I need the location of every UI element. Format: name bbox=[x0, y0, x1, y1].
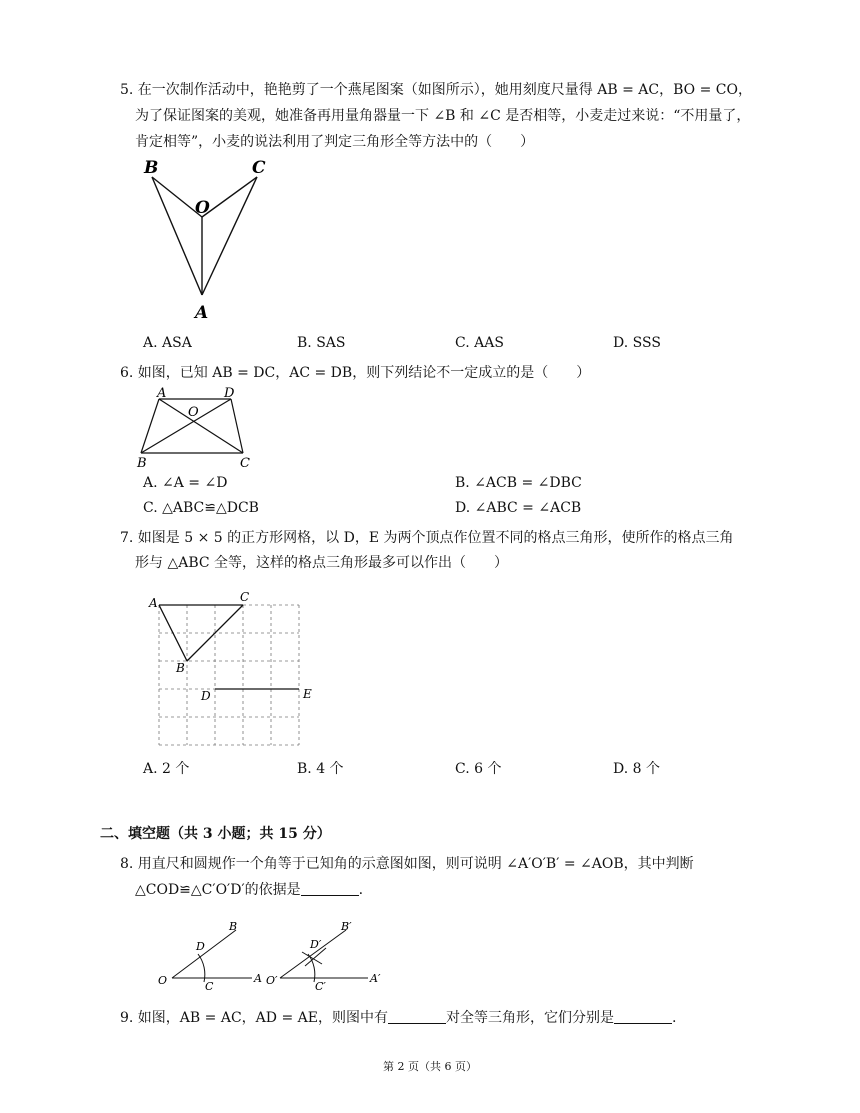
q5-option-c[interactable]: C. AAS bbox=[455, 335, 504, 351]
label-b: B bbox=[176, 661, 185, 675]
q5-option-a[interactable]: A. ASA bbox=[143, 335, 192, 351]
q7-option-c[interactable]: C. 6 个 bbox=[455, 761, 502, 777]
label-c: C bbox=[205, 980, 214, 993]
label-a: A bbox=[195, 303, 209, 323]
q6-option-a[interactable]: A. ∠A = ∠D bbox=[143, 475, 228, 491]
label-d: D bbox=[201, 689, 211, 703]
q5-option-d[interactable]: D. SSS bbox=[613, 335, 661, 351]
label-o: O bbox=[195, 198, 210, 218]
label-a: A bbox=[157, 386, 167, 401]
q7-grid-figure bbox=[145, 590, 320, 750]
q8-line-2 bbox=[135, 880, 363, 900]
label-b: B bbox=[229, 920, 238, 933]
q7-line-2: 形与 △ABC 全等，这样的格点三角形最多可以作出（ ） bbox=[135, 555, 509, 571]
label-o-prime: O′ bbox=[266, 974, 278, 987]
q5-swallowtail-figure bbox=[140, 155, 280, 325]
label-a: A bbox=[149, 596, 158, 610]
label-a: A bbox=[254, 972, 262, 985]
q8-answer-blank[interactable] bbox=[301, 881, 359, 896]
q7-option-a[interactable]: A. 2 个 bbox=[143, 761, 190, 777]
label-o: O bbox=[158, 974, 168, 987]
label-d-prime: D′ bbox=[310, 938, 322, 951]
q7-option-d[interactable]: D. 8 个 bbox=[613, 761, 660, 777]
q5-line-2: 为了保证图案的美观，她准备再用量角器量一下 ∠B 和 ∠C 是否相等，小麦走过来说：“不用量了， bbox=[135, 108, 751, 124]
label-c: C bbox=[240, 456, 250, 471]
q6-option-b[interactable]: B. ∠ACB = ∠DBC bbox=[455, 475, 582, 491]
q9-text-1: 9. 如图，AB = AC，AD = AE，则图中有 bbox=[120, 1010, 388, 1026]
q8-compass-figure bbox=[150, 918, 390, 998]
q9-text-3: . bbox=[671, 1010, 677, 1026]
q5-option-b[interactable]: B. SAS bbox=[297, 335, 346, 351]
q7-line-1: 7. 如图是 5 × 5 的正方形网格，以 D，E 为两个顶点作位置不同的格点三角形，使所作的格点三角 bbox=[120, 530, 734, 546]
label-o: O bbox=[188, 405, 199, 420]
q5-line-3: 肯定相等”，小麦的说法利用了判定三角形全等方法中的（ ） bbox=[135, 134, 535, 150]
q5-line-1: 5. 在一次制作活动中，艳艳剪了一个燕尾图案（如图所示），她用刻度尺量得 AB = AC，BO = CO， bbox=[120, 82, 752, 98]
q7-option-b[interactable]: B. 4 个 bbox=[297, 761, 344, 777]
q8-line-2-text: △COD≌△C′O′D′的依据是 bbox=[135, 882, 301, 898]
q6-line-1: 6. 如图，已知 AB = DC，AC = DB，则下列结论不一定成立的是（ ） bbox=[120, 365, 591, 381]
q6-option-d[interactable]: D. ∠ABC = ∠ACB bbox=[455, 500, 582, 516]
label-e: E bbox=[303, 687, 312, 701]
page-footer: 第 2 页（共 6 页） bbox=[383, 1060, 477, 1073]
q8-line-1: 8. 用直尺和圆规作一个角等于已知角的示意图如图，则可说明 ∠A′O′B′ = ∠AOB，其中判断 bbox=[120, 856, 694, 872]
label-b: B bbox=[144, 158, 159, 178]
label-c: C bbox=[240, 590, 250, 604]
q6-option-c[interactable]: C. △ABC≌△DCB bbox=[143, 500, 259, 516]
q6-trapezoid-figure bbox=[135, 387, 260, 472]
section-title: 二、填空题（共 3 小题；共 15 分） bbox=[100, 826, 331, 842]
label-c: C bbox=[252, 158, 266, 178]
label-b: B bbox=[137, 456, 147, 471]
label-c-prime: C′ bbox=[315, 980, 326, 993]
q9-text-2: 对全等三角形，它们分别是 bbox=[445, 1010, 614, 1026]
label-b-prime: B′ bbox=[341, 920, 352, 933]
q9-blank-triangles[interactable] bbox=[614, 1009, 672, 1024]
label-a-prime: A′ bbox=[370, 972, 381, 985]
q9-line bbox=[120, 1008, 676, 1028]
label-d: D bbox=[224, 386, 235, 401]
q8-line-2-end: . bbox=[358, 882, 364, 898]
label-d: D bbox=[196, 940, 205, 953]
q9-blank-count[interactable] bbox=[388, 1009, 446, 1024]
